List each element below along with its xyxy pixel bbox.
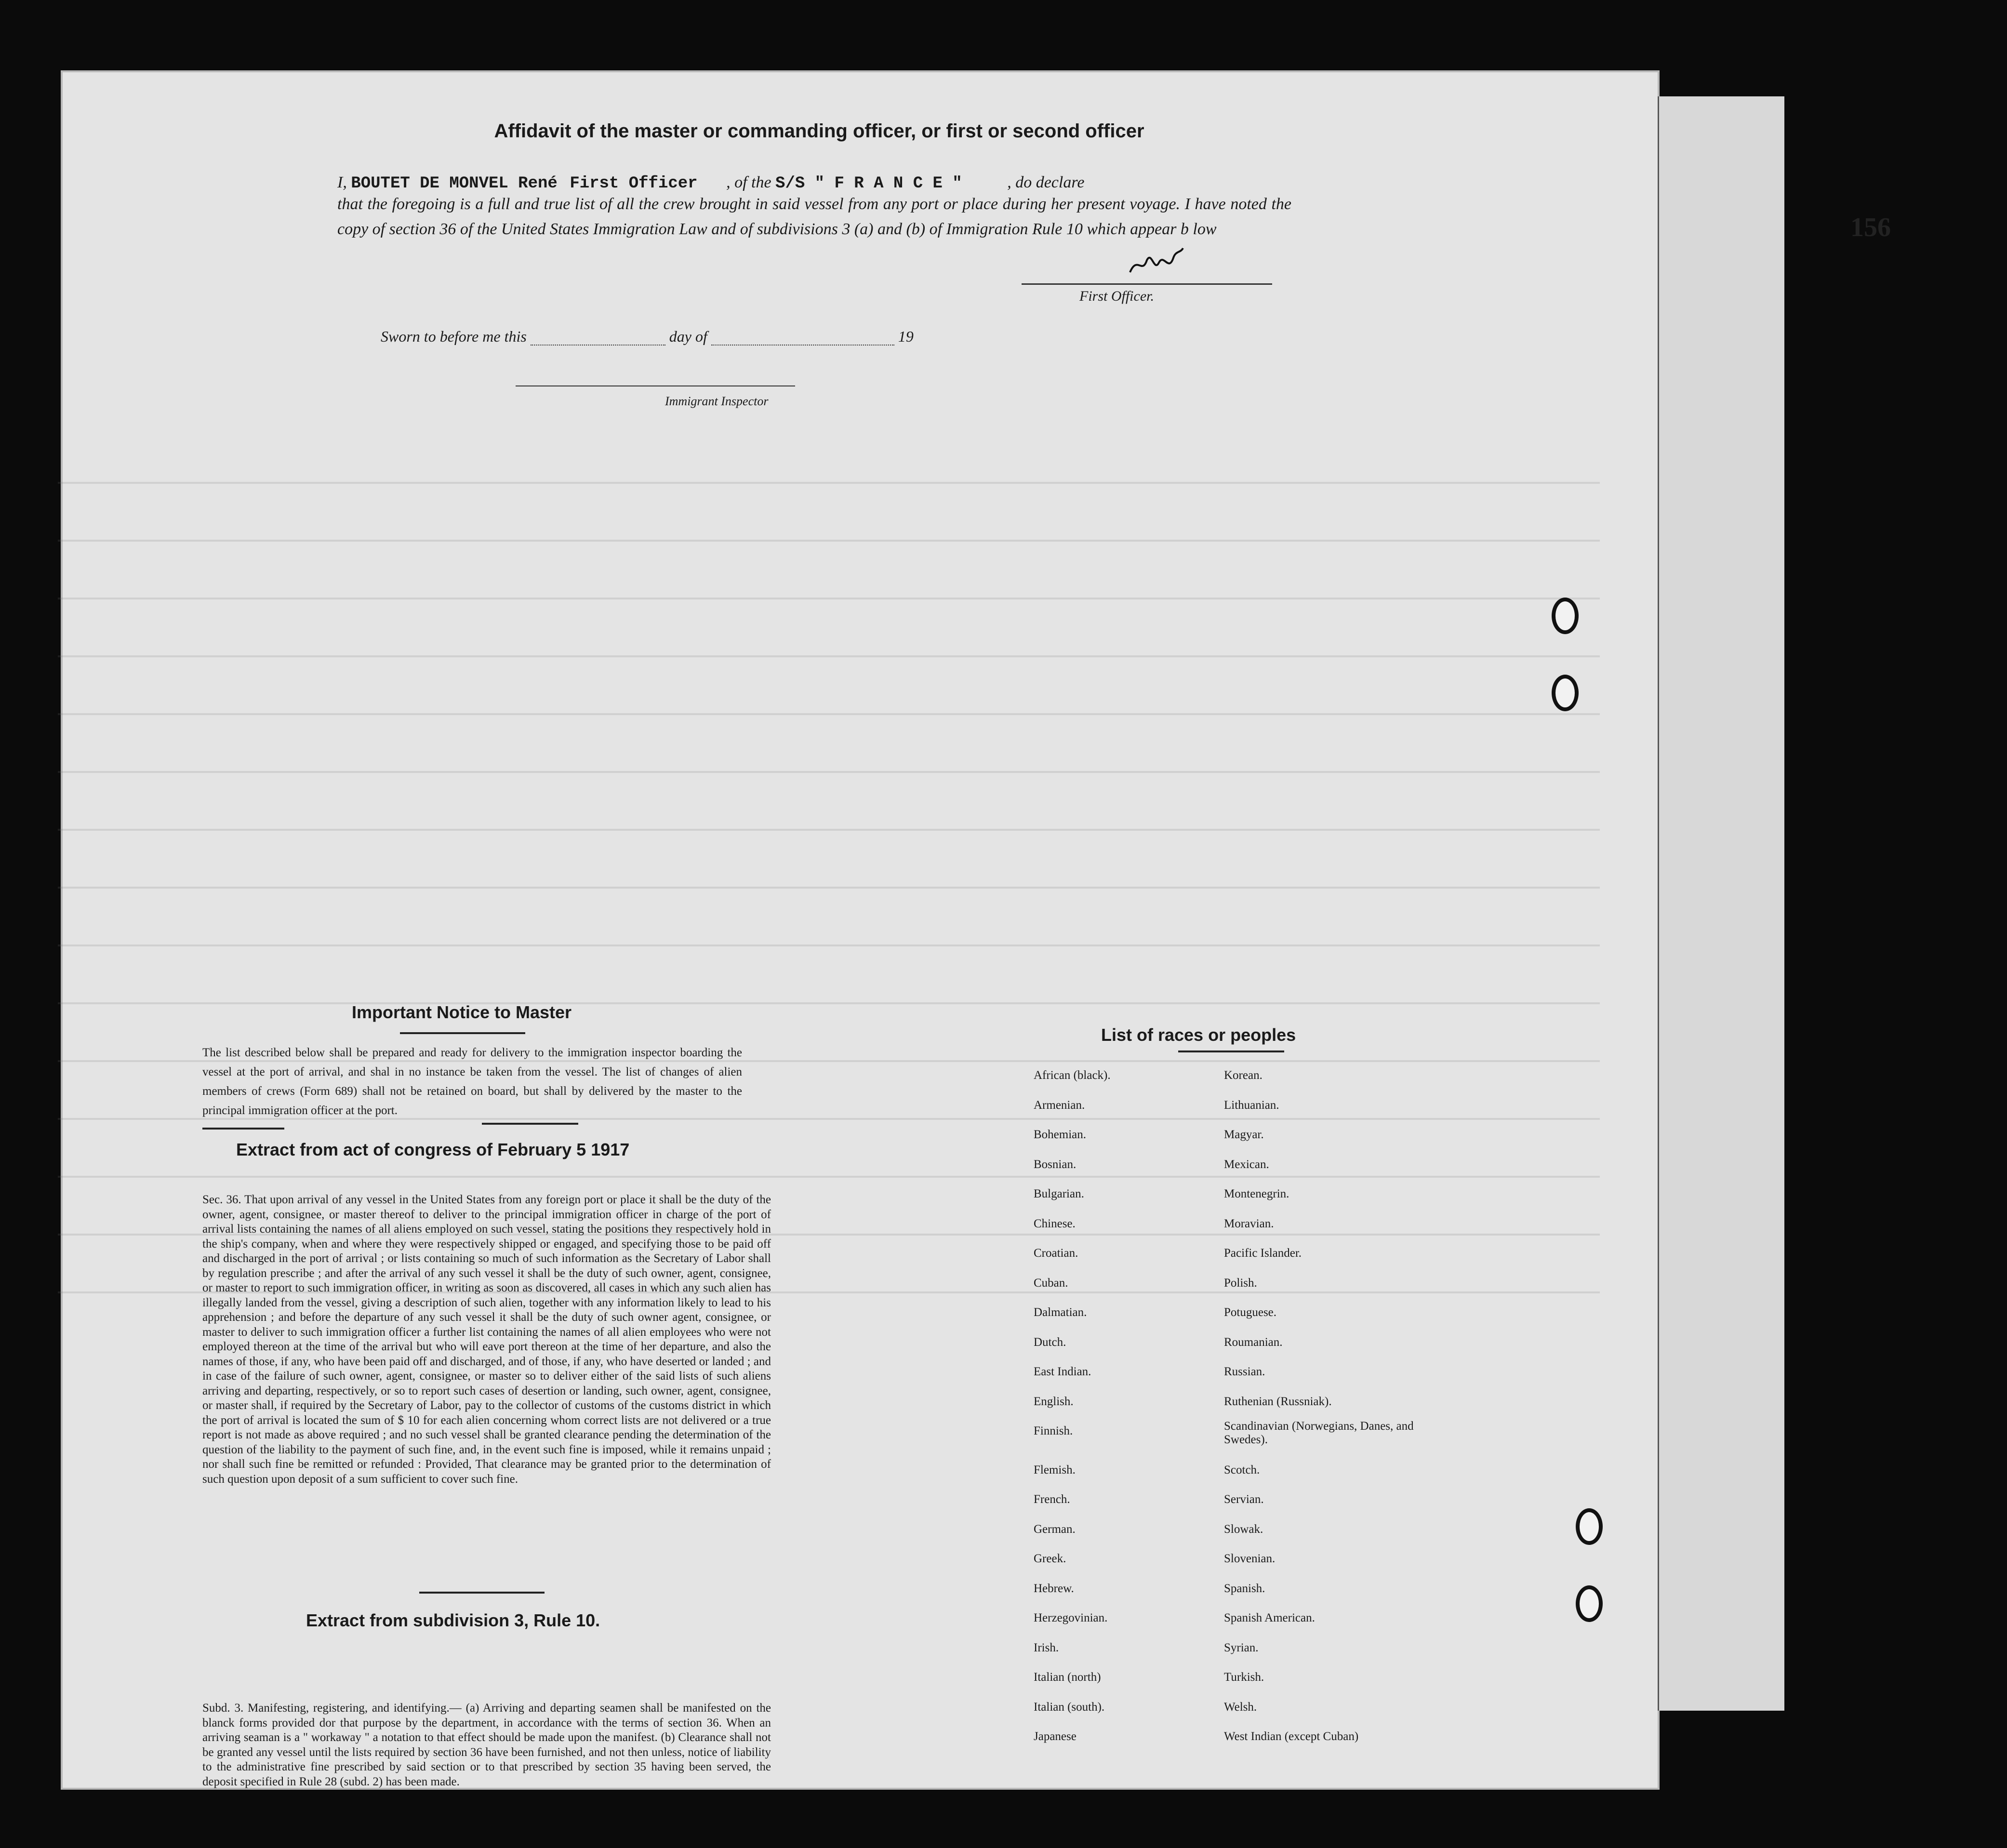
race-right: Syrian. — [1224, 1641, 1259, 1654]
race-left: Dutch. — [1034, 1336, 1066, 1349]
extract-act-title: Extract from act of congress of February 5 1917 — [236, 1140, 630, 1159]
race-right: Potuguese. — [1224, 1306, 1277, 1319]
race-left: Hebrew. — [1034, 1582, 1074, 1595]
declaration-body: that the foregoing is a full and true list of all the crew brought in said vessel from any port or place during her present voyage. I have noted the copy of section 36 of the United States Immigration Law and of subdivisions 3 (a) and (b) of Immigration Rule 10 which appear b low — [337, 195, 1291, 238]
race-left: Cuban. — [1034, 1276, 1068, 1290]
race-right: Scandinavian (Norwegians, Danes, and Swedes). — [1224, 1420, 1414, 1446]
race-right: Ruthenian (Russniak). — [1224, 1395, 1332, 1408]
race-left: English. — [1034, 1395, 1074, 1408]
race-left: Finnish. — [1034, 1424, 1073, 1437]
race-left: Italian (south). — [1034, 1701, 1105, 1714]
race-right: Lithuanian. — [1224, 1099, 1279, 1112]
vessel-name: S/S " F R A N C E " — [775, 174, 962, 193]
race-right: Spanish American. — [1224, 1611, 1315, 1624]
race-right: Moravian. — [1224, 1217, 1274, 1230]
sworn-day-blank — [531, 345, 665, 346]
sworn-prefix: Sworn to before me this — [381, 328, 527, 345]
race-right: Turkish. — [1224, 1671, 1264, 1684]
race-left: Greek. — [1034, 1552, 1066, 1565]
sworn-month-blank — [711, 345, 894, 346]
race-left: Dalmatian. — [1034, 1306, 1087, 1319]
extract2-rule — [419, 1592, 545, 1594]
punch-hole — [1552, 675, 1579, 711]
race-left: German. — [1034, 1523, 1076, 1536]
race-right: Servian. — [1224, 1493, 1264, 1506]
underlying-page-edge — [1658, 96, 1784, 1711]
punch-hole — [1576, 1508, 1603, 1545]
race-left: Japanese — [1034, 1730, 1077, 1743]
extract1-rule-left — [202, 1128, 284, 1130]
race-right: Slovenian. — [1224, 1552, 1276, 1565]
race-left: East Indian. — [1034, 1365, 1091, 1378]
race-right: West Indian (except Cuban) — [1224, 1730, 1359, 1743]
sworn-day-of: day of — [669, 328, 707, 345]
subdivision-3-text: Subd. 3. Manifesting, registering, and identifying.— (a) Arriving and departing seamen shall be manifested on the blanck forms provided dor that purpose by the department, in accordance with the terms of section 36. When an arriving seaman is a " workaway " a notation to that effect should be made upon the manifest. (b) Clearance shall not be granted any vessel until the lists required by section 36 have been furnished, and not then unless, notice of liability to the administrative fine prescribed by said section or to that prescribed by section 35 having been served, the deposit specified in Rule 28 (subd. 2) has been made. — [202, 1702, 771, 1788]
punch-hole — [1576, 1585, 1603, 1622]
race-right: Roumanian. — [1224, 1336, 1283, 1349]
signature-caption: First Officer. — [1079, 288, 1154, 304]
race-left: Bosnian. — [1034, 1158, 1077, 1171]
races-title: List of races or peoples — [1101, 1025, 1296, 1045]
race-left: Flemish. — [1034, 1463, 1076, 1476]
officer-signature — [1128, 246, 1185, 279]
race-left: Bohemian. — [1034, 1128, 1087, 1141]
race-left: African (black). — [1034, 1069, 1111, 1082]
sworn-year-prefix: 19 — [898, 328, 914, 345]
page-number: 156 — [1850, 213, 1891, 242]
extract-rule-title: Extract from subdivision 3, Rule 10. — [306, 1610, 600, 1630]
race-right: Welsh. — [1224, 1701, 1257, 1714]
punch-hole — [1552, 598, 1579, 634]
sworn-line — [381, 328, 914, 346]
race-left: Italian (north) — [1034, 1671, 1101, 1684]
race-right: Polish. — [1224, 1276, 1257, 1290]
race-right: Scotch. — [1224, 1463, 1260, 1476]
race-left: Irish. — [1034, 1641, 1059, 1654]
race-left: Bulgarian. — [1034, 1187, 1084, 1200]
declarant-rank: First Officer — [570, 174, 698, 193]
declaration-line — [337, 173, 1291, 193]
of-the-text: , of the — [726, 173, 771, 191]
notice-title: Important Notice to Master — [352, 1002, 572, 1022]
race-left: Chinese. — [1034, 1217, 1076, 1230]
race-right: Pacific Islander. — [1224, 1247, 1302, 1260]
race-left: Croatian. — [1034, 1247, 1078, 1260]
race-right: Mexican. — [1224, 1158, 1269, 1171]
extract1-rule-right — [482, 1123, 578, 1125]
race-right: Montenegrin. — [1224, 1187, 1289, 1200]
do-declare-text: , do declare — [1007, 173, 1085, 191]
race-left: Armenian. — [1034, 1099, 1085, 1112]
race-left: Herzegovinian. — [1034, 1611, 1108, 1624]
notice-body: The list described below shall be prepared and ready for delivery to the immigration inspector boarding the vessel at the port of arrival, and shal in no instance be taken from the vessel. The list of changes of alien members of crews (Form 689) shall not be retained on board, but shall by delivered by the master to the principal immigration officer at the port. — [202, 1046, 742, 1117]
affidavit-title: Affidavit of the master or commanding officer, or first or second officer — [494, 120, 1144, 142]
notice-rule — [400, 1032, 525, 1034]
race-right: Russian. — [1224, 1365, 1265, 1378]
race-right: Spanish. — [1224, 1582, 1265, 1595]
race-right: Magyar. — [1224, 1128, 1264, 1141]
signature-line — [1022, 283, 1272, 285]
race-right: Slowak. — [1224, 1523, 1263, 1536]
race-left: French. — [1034, 1493, 1070, 1506]
section-36-text: Sec. 36. That upon arrival of any vessel in the United States from any foreign port or place it shall be the duty of the owner, agent, consignee, or master thereof to deliver to the principal immigration officer in charge of the port of arrival lists containing the names of all aliens employed on such vessel, stating the positions they respectively hold in the ship's company, when and where they were respectively shipped or engaged, and specifying those to be paid off and discharged in the port of arrival ; or lists containing so much of such information as the Secretary of Labor shall by regulation prescribe ; and after the arrival of any such vessel it shall be the duty of such owner, agent, consignee, or master to report to such immigration officer, in writing as soon as discovered, all cases in which any such alien has illegally landed from the vessel, giving a description of such alien, together with any information likely to lead to his apprehension ; and before the departure of any such vessel it shall be the duty of such owner agent, consignee, or master to deliver to such immigration officer a further list containing the names of all alien employees who were not employed thereon at the time of the arrival but who will eave port thereon at the time of her departure, and also the names of those, if any, who have been paid off and discharged, and of those, if any, who have deserted or landed ; and in case of the failure of such owner, agent, consignee, or master so to deliver either of the said lists of such aliens arriving and departing, respectively, or so to report such cases of desertion or landing, such owner, agent, consignee, or master shall, if required by the Secretary of Labor, pay to the collector of customs of the customs district in which the port of arrival is located the sum of $ 10 for each alien concerning whom correct lists are not delivered or a true report is not made as above required ; and no such vessel shall be granted clearance pending the determination of the question of the liability to the payment of such fine, and, in the event such fine is imposed, while it remains unpaid ; nor shall such fine be remitted or refunded : Provided, That clearance may be granted prior to the determination of such question upon deposit of a sum sufficient to cover such fine. — [202, 1193, 771, 1486]
declare-prefix: I, — [337, 173, 347, 191]
inspector-label: Immigrant Inspector — [665, 394, 769, 408]
declarant-name: BOUTET DE MONVEL René — [351, 174, 558, 193]
race-right: Korean. — [1224, 1069, 1263, 1082]
races-rule — [1178, 1050, 1284, 1052]
